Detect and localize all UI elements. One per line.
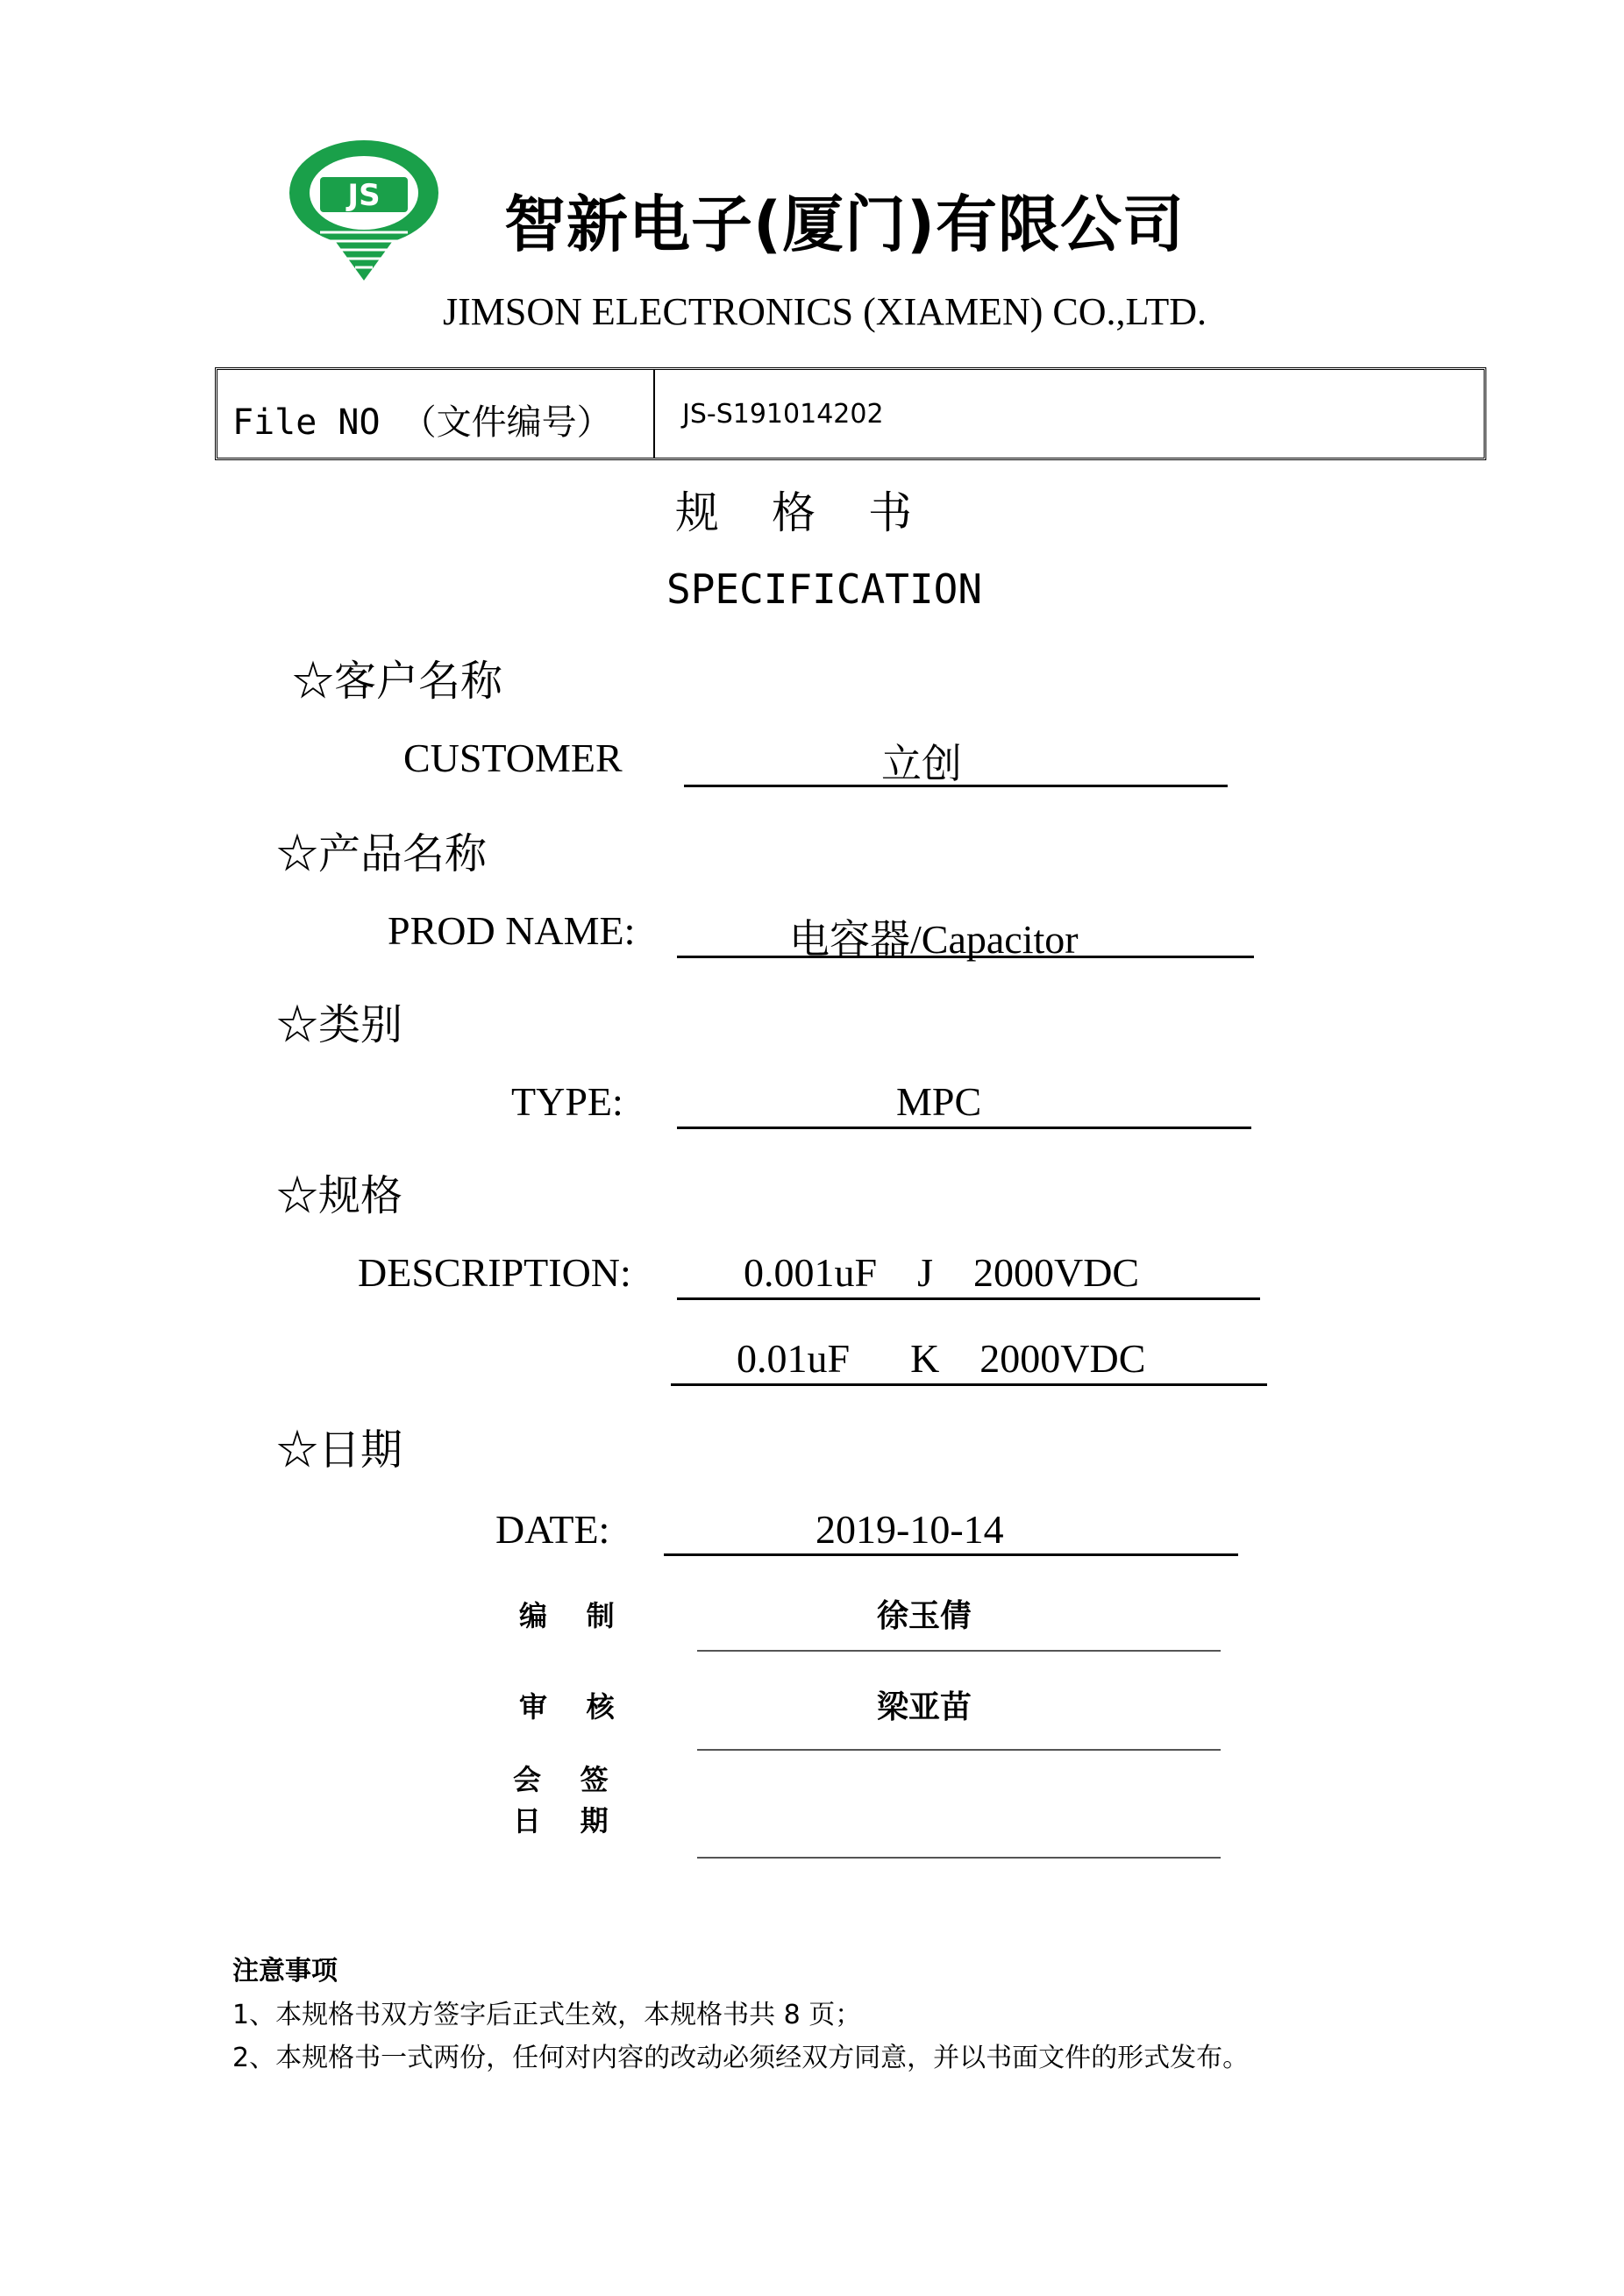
countersign-label: 会 签: [513, 1763, 609, 1796]
type-heading: ☆类别: [276, 1000, 403, 1049]
compiled-by-value: 徐玉倩: [877, 1598, 972, 1634]
customer-label: CUSTOMER: [403, 736, 623, 780]
file-number-label: File NO （文件编号）: [232, 402, 612, 443]
company-logo: [285, 132, 443, 289]
file-number-value: JS-S191014202: [682, 399, 884, 430]
customer-value: 立创: [881, 740, 962, 787]
note-item-2: 2、本规格书一式两份，任何对内容的改动必须经双方同意，并以书面文件的形式发布。: [232, 2043, 1250, 2073]
customer-heading: ☆客户名称: [292, 657, 503, 706]
reviewed-by-line: [697, 1749, 1221, 1751]
product-name-heading: ☆产品名称: [276, 829, 488, 878]
reviewed-by-label: 审 核: [519, 1690, 615, 1724]
description-value-1: 0.001uF J 2000VDC: [744, 1250, 1140, 1295]
date-heading: ☆日期: [276, 1425, 403, 1475]
description-value-2: 0.01uF K 2000VDC: [737, 1336, 1146, 1381]
description-label: DESCRIPTION:: [358, 1250, 631, 1295]
reviewed-by-value: 梁亚苗: [877, 1689, 972, 1725]
document-title-cn: 规格书: [675, 487, 965, 538]
company-name-en: JIMSON ELECTRONICS (XIAMEN) CO.,LTD.: [443, 290, 1207, 333]
countersign-line: [697, 1857, 1221, 1859]
type-label: TYPE:: [511, 1079, 623, 1124]
note-item-1: 1、本规格书双方签字后正式生效，本规格书共 8 页；: [232, 2000, 862, 2030]
type-value: MPC: [896, 1079, 982, 1124]
logo-text: JS: [347, 178, 381, 213]
compiled-by-line: [697, 1650, 1221, 1652]
file-number-divider: [653, 370, 655, 458]
compiled-by-label: 编 制: [519, 1599, 615, 1632]
date-label: DATE:: [495, 1507, 610, 1552]
product-name-value: 电容器/Capacitor: [789, 917, 1079, 962]
document-title-en: SPECIFICATION: [666, 565, 983, 613]
description-heading: ☆规格: [276, 1171, 403, 1220]
date-value: 2019-10-14: [816, 1507, 1004, 1552]
product-name-label: PROD NAME:: [388, 908, 636, 953]
logo-icon: [289, 140, 438, 281]
notes-title: 注意事项: [232, 1956, 338, 1987]
countersign-date-label: 日 期: [513, 1804, 609, 1838]
company-name-cn: 智新电子(厦门)有限公司: [504, 188, 1185, 260]
